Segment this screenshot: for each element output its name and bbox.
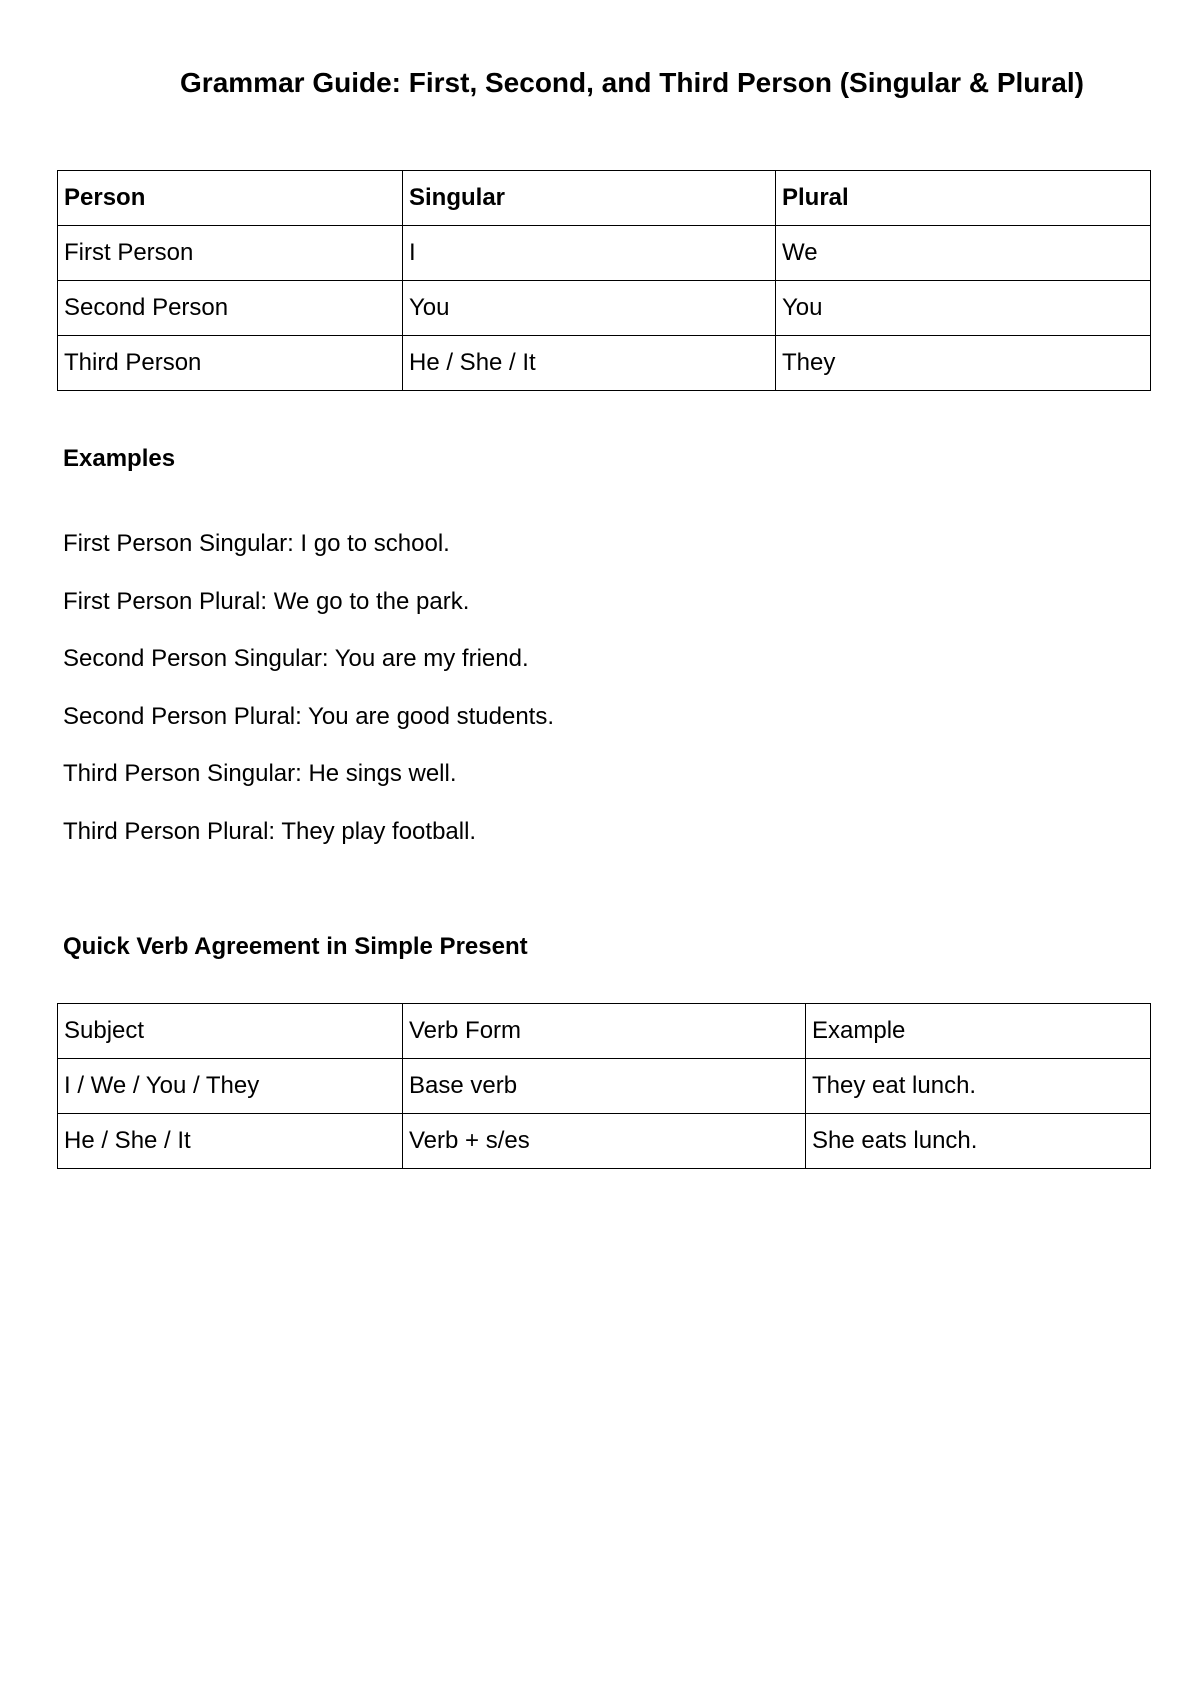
verb-agreement-heading: Quick Verb Agreement in Simple Present	[63, 933, 528, 960]
table-cell: We	[776, 226, 1151, 281]
person-table	[57, 170, 1151, 391]
table-row	[58, 336, 1151, 391]
example-sentence: Third Person Singular: He sings well.	[63, 760, 457, 787]
table-cell: They eat lunch.	[806, 1059, 1151, 1114]
verb-agreement-table	[57, 1003, 1151, 1169]
page-title: Grammar Guide: First, Second, and Third Person (Singular & Plural)	[180, 67, 1084, 98]
examples-heading: Examples	[63, 445, 176, 472]
table-cell: I	[403, 226, 776, 281]
table-cell: You	[403, 281, 776, 336]
example-sentence: First Person Plural: We go to the park.	[63, 588, 470, 615]
table-cell: First Person	[58, 226, 403, 281]
table-cell: You	[776, 281, 1151, 336]
table-cell: Third Person	[58, 336, 403, 391]
header-cell-person: Person	[58, 171, 403, 226]
table-cell: Second Person	[58, 281, 403, 336]
table-header-row	[58, 171, 1151, 226]
table-cell: She eats lunch.	[806, 1114, 1151, 1169]
header-cell-singular: Singular	[403, 171, 776, 226]
table-row	[58, 1114, 1151, 1169]
table-row	[58, 1059, 1151, 1114]
table-row	[58, 226, 1151, 281]
table-header-row	[58, 1004, 1151, 1059]
table-cell: Base verb	[403, 1059, 806, 1114]
header-cell-plural: Plural	[776, 171, 1151, 226]
table-cell: I / We / You / They	[58, 1059, 403, 1114]
header-cell-example: Example	[806, 1004, 1151, 1059]
table-cell: He / She / It	[403, 336, 776, 391]
table-cell: He / She / It	[58, 1114, 403, 1169]
header-cell-subject: Subject	[58, 1004, 403, 1059]
table-cell: They	[776, 336, 1151, 391]
example-sentence: Second Person Singular: You are my friend.	[63, 645, 529, 672]
table-cell: Verb + s/es	[403, 1114, 806, 1169]
example-sentence: First Person Singular: I go to school.	[63, 530, 450, 557]
table-row	[58, 281, 1151, 336]
header-cell-verb-form: Verb Form	[403, 1004, 806, 1059]
example-sentence: Second Person Plural: You are good students.	[63, 703, 555, 730]
example-sentence: Third Person Plural: They play football.	[63, 818, 477, 845]
